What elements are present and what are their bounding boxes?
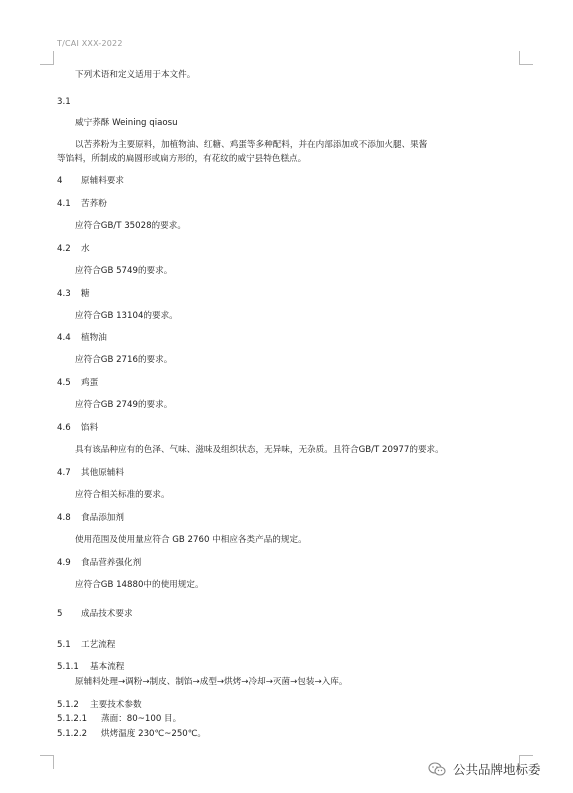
section-title: 苦荞粉: [81, 199, 107, 209]
section-title: 工艺流程: [81, 640, 116, 650]
section-title: 原辅料要求: [81, 176, 124, 186]
section-title: 成品技术要求: [81, 609, 133, 619]
body-text: 具有该品种应有的色泽、气味、滋味及组织状态，无异味，无杂质。且符合GB/T 20977的要求。: [75, 445, 444, 455]
body-text: 应符合GB 13104的要求。: [75, 311, 178, 321]
section-number: 4.2: [57, 244, 71, 254]
section-title: 馅料: [81, 423, 99, 433]
body-text: 应符合GB 2716的要求。: [75, 355, 173, 365]
section-heading: [57, 640, 115, 651]
section-heading: [57, 378, 98, 389]
section-title: 植物油: [81, 333, 107, 343]
definition-text: 以苦荞粉为主要原料，加植物油、红糖、鸡蛋等多种配料，并在内部添加或不添加火腿、果酱: [75, 140, 428, 150]
wechat-icon: [428, 762, 446, 776]
document-code: T/CAI XXX-2022: [57, 39, 123, 48]
section-heading: [57, 700, 142, 711]
term-heading: 威宁荞酥 Weining qiaosu: [75, 118, 178, 128]
section-number: 5: [57, 609, 63, 619]
section-number: 5.1.2.1: [57, 714, 88, 724]
section-title: 糖: [81, 289, 90, 299]
section-heading: [57, 609, 133, 620]
body-text: 应符合GB 5749的要求。: [75, 266, 173, 276]
section-heading: [57, 468, 124, 479]
section-number: 4.1: [57, 199, 71, 209]
section-title: 水: [81, 244, 90, 254]
section-heading: [57, 662, 124, 673]
section-title: 基本流程: [90, 662, 125, 672]
crop-mark-top-left: [40, 64, 54, 65]
section-heading: [57, 423, 98, 434]
crop-mark-top-left: [53, 51, 54, 64]
section-heading: [57, 729, 206, 740]
body-text: 下列术语和定义适用于本文件。: [75, 70, 196, 80]
body-text: 原辅料处理→调粉→制皮、制馅→成型→烘烤→冷却→灭菌→包装→入库。: [75, 677, 348, 687]
section-heading: [57, 244, 90, 255]
body-text: 应符合GB 2749的要求。: [75, 400, 173, 410]
section-number: 5.1.1: [57, 662, 79, 672]
crop-mark-top-right: [519, 51, 520, 64]
section-heading: [57, 513, 124, 524]
section-heading: [57, 289, 90, 300]
section-title: 蒸面：80~100 目。: [101, 714, 182, 724]
section-heading: [57, 176, 124, 187]
section-heading: [57, 333, 107, 344]
section-number: 4.6: [57, 423, 71, 433]
section-heading: [57, 714, 181, 725]
section-number: 4.3: [57, 289, 71, 299]
section-number: 4: [57, 176, 63, 186]
section-title: 食品添加剂: [81, 513, 124, 523]
definition-text-continued: 等馅料，所制成的扁圆形或扁方形的，有花纹的威宁县特色糕点。: [57, 154, 307, 164]
section-number: 5.1: [57, 640, 71, 650]
section-title: 主要技术参数: [90, 700, 142, 710]
body-text: 应符合GB 14880中的使用规定。: [75, 580, 204, 590]
section-title: 鸡蛋: [81, 378, 99, 388]
crop-mark-bottom-left: [40, 755, 54, 756]
section-title: 烘烤温度 230℃~250℃。: [101, 729, 207, 739]
watermark: [428, 760, 541, 778]
crop-mark-bottom-right: [519, 755, 533, 756]
section-number: 4.5: [57, 378, 71, 388]
crop-mark-top-right: [519, 64, 533, 65]
section-heading: [57, 558, 141, 569]
section-title: 食品营养强化剂: [81, 558, 142, 568]
crop-mark-bottom-left: [53, 756, 54, 769]
section-number: 4.7: [57, 468, 71, 478]
body-text: 应符合GB/T 35028的要求。: [75, 221, 186, 231]
body-text: 使用范围及使用量应符合 GB 2760 中相应各类产品的规定。: [75, 535, 307, 545]
body-text: 应符合相关标准的要求。: [75, 490, 170, 500]
section-number: 5.1.2.2: [57, 729, 88, 739]
section-number: 4.9: [57, 558, 71, 568]
section-heading: [57, 199, 107, 210]
section-number: 4.4: [57, 333, 71, 343]
section-number: 5.1.2: [57, 700, 79, 710]
watermark-text: 公共品牌地标委: [453, 762, 541, 777]
section-number: 4.8: [57, 513, 71, 523]
section-number: 3.1: [57, 97, 71, 107]
section-title: 其他原辅料: [81, 468, 124, 478]
section-heading: [57, 97, 81, 108]
